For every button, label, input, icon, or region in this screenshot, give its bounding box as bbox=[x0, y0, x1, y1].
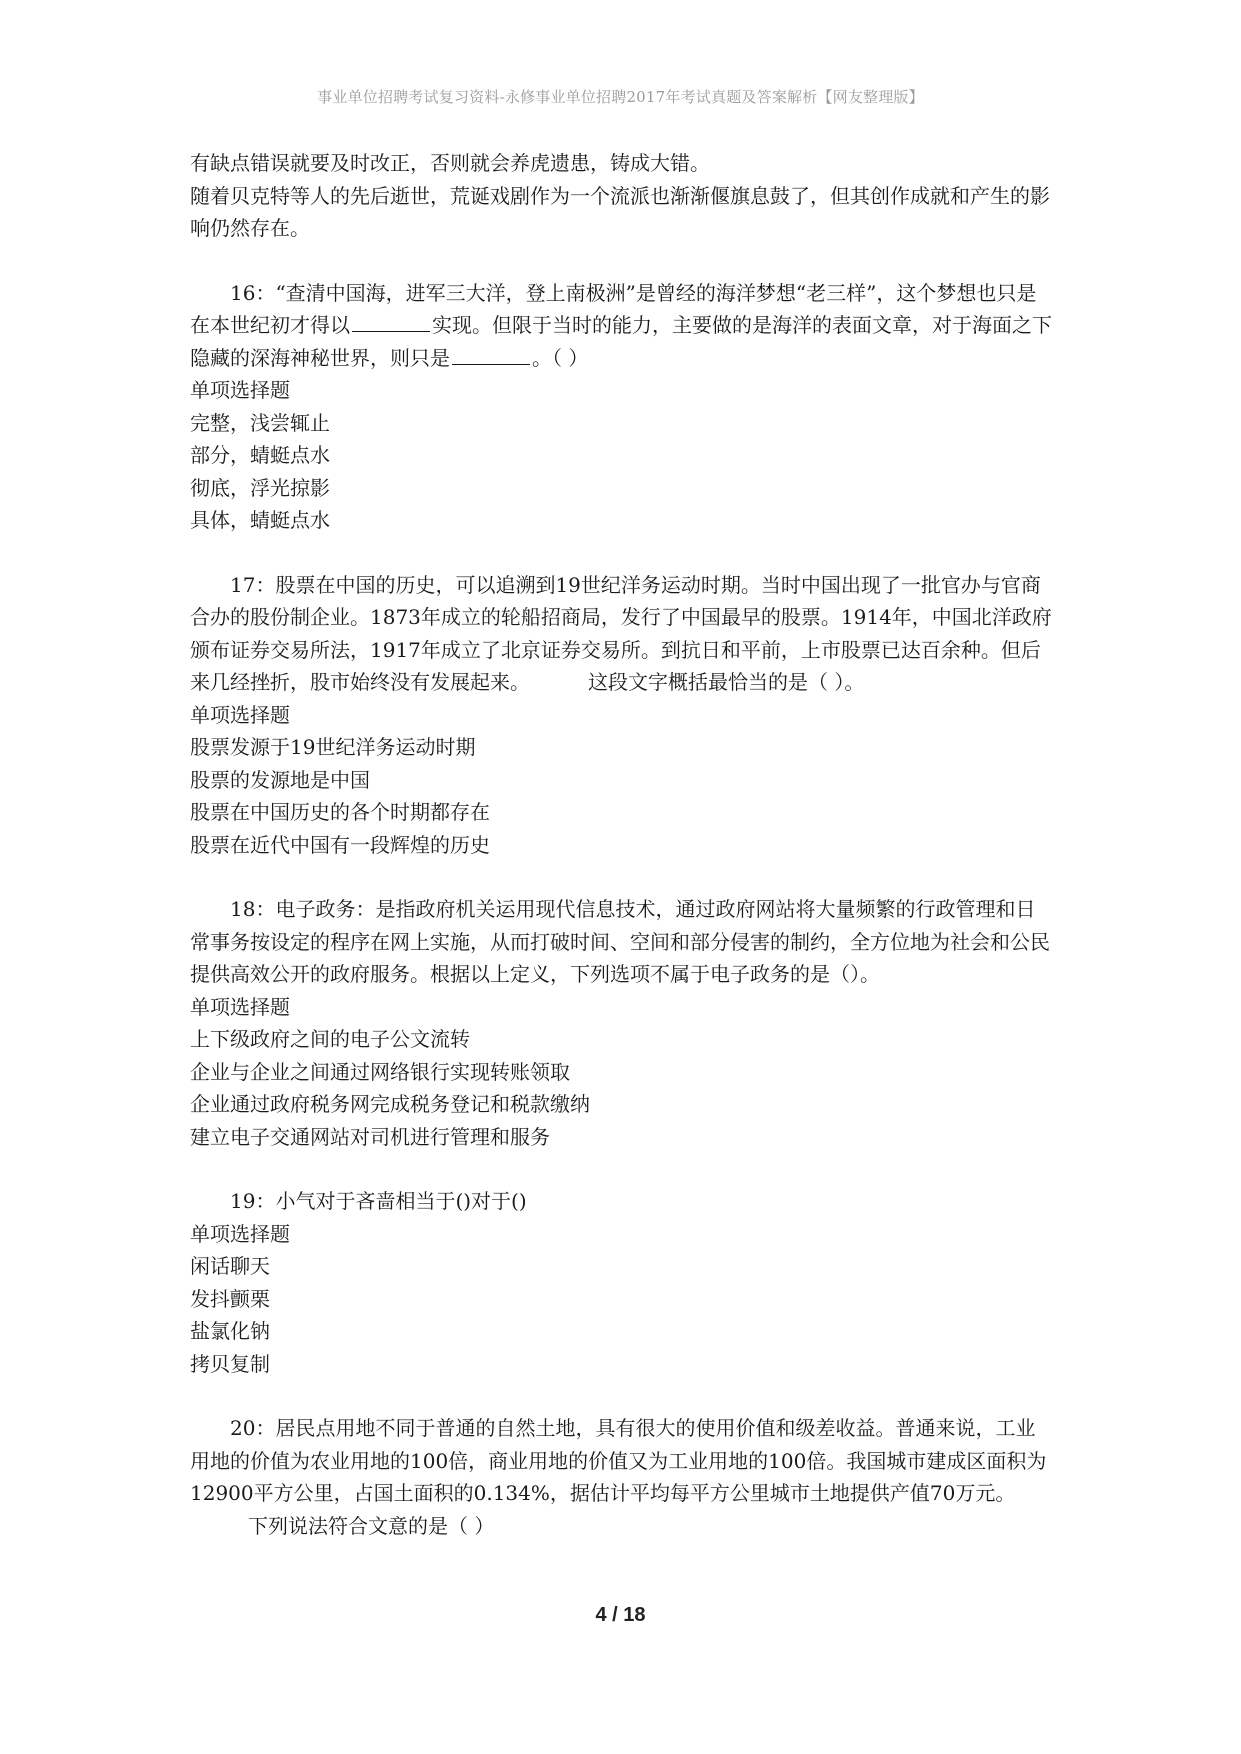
question-18 bbox=[190, 893, 1055, 1153]
document-body bbox=[190, 147, 1055, 1542]
question-type: 单项选择题 bbox=[190, 1221, 290, 1246]
question-type: 单项选择题 bbox=[190, 994, 290, 1019]
question-17 bbox=[190, 569, 1055, 862]
answer-blank bbox=[452, 344, 530, 365]
question-type: 单项选择题 bbox=[190, 378, 290, 402]
intro-line-2: 随着贝克特等人的先后逝世，荒诞戏剧作为一个流派也渐渐偃旗息鼓了，但其创作成就和产生的影响仍然存在。 bbox=[190, 183, 1050, 240]
option-c: 彻底，浮光掠影 bbox=[190, 475, 330, 500]
option-c: 盐氯化钠 bbox=[190, 1319, 270, 1343]
option-b: 企业与企业之间通过网络银行实现转账领取 bbox=[190, 1059, 570, 1084]
option-a: 闲话聊天 bbox=[190, 1254, 270, 1278]
page-header: 事业单位招聘考试复习资料-永修事业单位招聘2017年考试真题及答案解析【网友整理版】 bbox=[317, 88, 924, 106]
stem-text: 17：股票在中国的历史，可以追溯到19世纪洋务运动时期。当时中国出现了一批官办与官商合办的股份制企业。1873年成立的轮船招商局，发行了中国最早的股票。1914年，中国北洋政府颁布证券交易所法，1917年成立了北京证券交易所。到抗日和平前，上市股票已达百余种。但后来几经挫折，股市始终没有发展起来。 bbox=[190, 572, 1052, 694]
option-a: 完整，浅尝辄止 bbox=[190, 410, 330, 435]
question-type: 单项选择题 bbox=[190, 702, 290, 727]
option-a: 上下级政府之间的电子公文流转 bbox=[190, 1027, 470, 1051]
stem-text: 16：“查清中国海，进军三大洋，登上南极洲”是曾经的海洋梦想“老三样”，这个梦想也只是在本世纪初才得以 bbox=[190, 280, 1037, 337]
answer-blank bbox=[352, 311, 430, 332]
option-d: 建立电子交通网站对司机进行管理和服务 bbox=[190, 1124, 550, 1149]
option-d: 股票在近代中国有一段辉煌的历史 bbox=[190, 832, 490, 857]
stem-text: 20：居民点用地不同于普通的自然土地，具有很大的使用价值和级差收益。普通来说，工业用地的价值为农业用地的100倍，商业用地的价值又为工业用地的100倍。我国城市建成区面积为12900平方公里，占国土面积的0.134%，据估计平均每平方公里城市土地提供产值70万元。 bbox=[190, 1416, 1047, 1505]
page-number: 4 / 18 bbox=[595, 1604, 646, 1626]
intro-line-1: 有缺点错误就要及时改正，否则就会养虎遗患，铸成大错。 bbox=[190, 151, 710, 175]
question-16 bbox=[190, 277, 1055, 537]
question-20 bbox=[190, 1412, 1055, 1542]
question-stem bbox=[190, 277, 1055, 375]
stem-text: 。（ ） bbox=[532, 345, 589, 370]
option-c: 股票在中国历史的各个时期都存在 bbox=[190, 800, 490, 824]
question-stem: 19：小气对于吝啬相当于()对于() bbox=[230, 1189, 527, 1213]
question-stem bbox=[190, 1412, 1055, 1542]
question-stem bbox=[190, 569, 1055, 699]
stem-text: 这段文字概括最恰当的是（ ）。 bbox=[588, 670, 865, 694]
question-19 bbox=[190, 1185, 1055, 1380]
option-b: 股票的发源地是中国 bbox=[190, 767, 370, 792]
option-c: 企业通过政府税务网完成税务登记和税款缴纳 bbox=[190, 1092, 590, 1116]
option-d: 具体，蜻蜓点水 bbox=[190, 508, 330, 532]
option-a: 股票发源于19世纪洋务运动时期 bbox=[190, 735, 476, 759]
stem-text: 实现。但限于当时的能力，主要做的是海洋的表面文章，对于海面之下隐藏的深海神秘世界，则只是 bbox=[190, 313, 1052, 370]
option-d: 拷贝复制 bbox=[190, 1351, 270, 1376]
option-b: 发抖颤栗 bbox=[190, 1286, 270, 1311]
stem-text: 下列说法符合文意的是（ ） bbox=[248, 1513, 495, 1538]
option-b: 部分，蜻蜓点水 bbox=[190, 443, 330, 467]
question-stem: 18：电子政务：是指政府机关运用现代信息技术，通过政府网站将大量频繁的行政管理和日常事务按设定的程序在网上实施，从而打破时间、空间和部分侵害的制约，全方位地为社会和公民提供高效公开的政府服务。根据以上定义，下列选项不属于电子政务的是（）。 bbox=[190, 897, 1050, 986]
